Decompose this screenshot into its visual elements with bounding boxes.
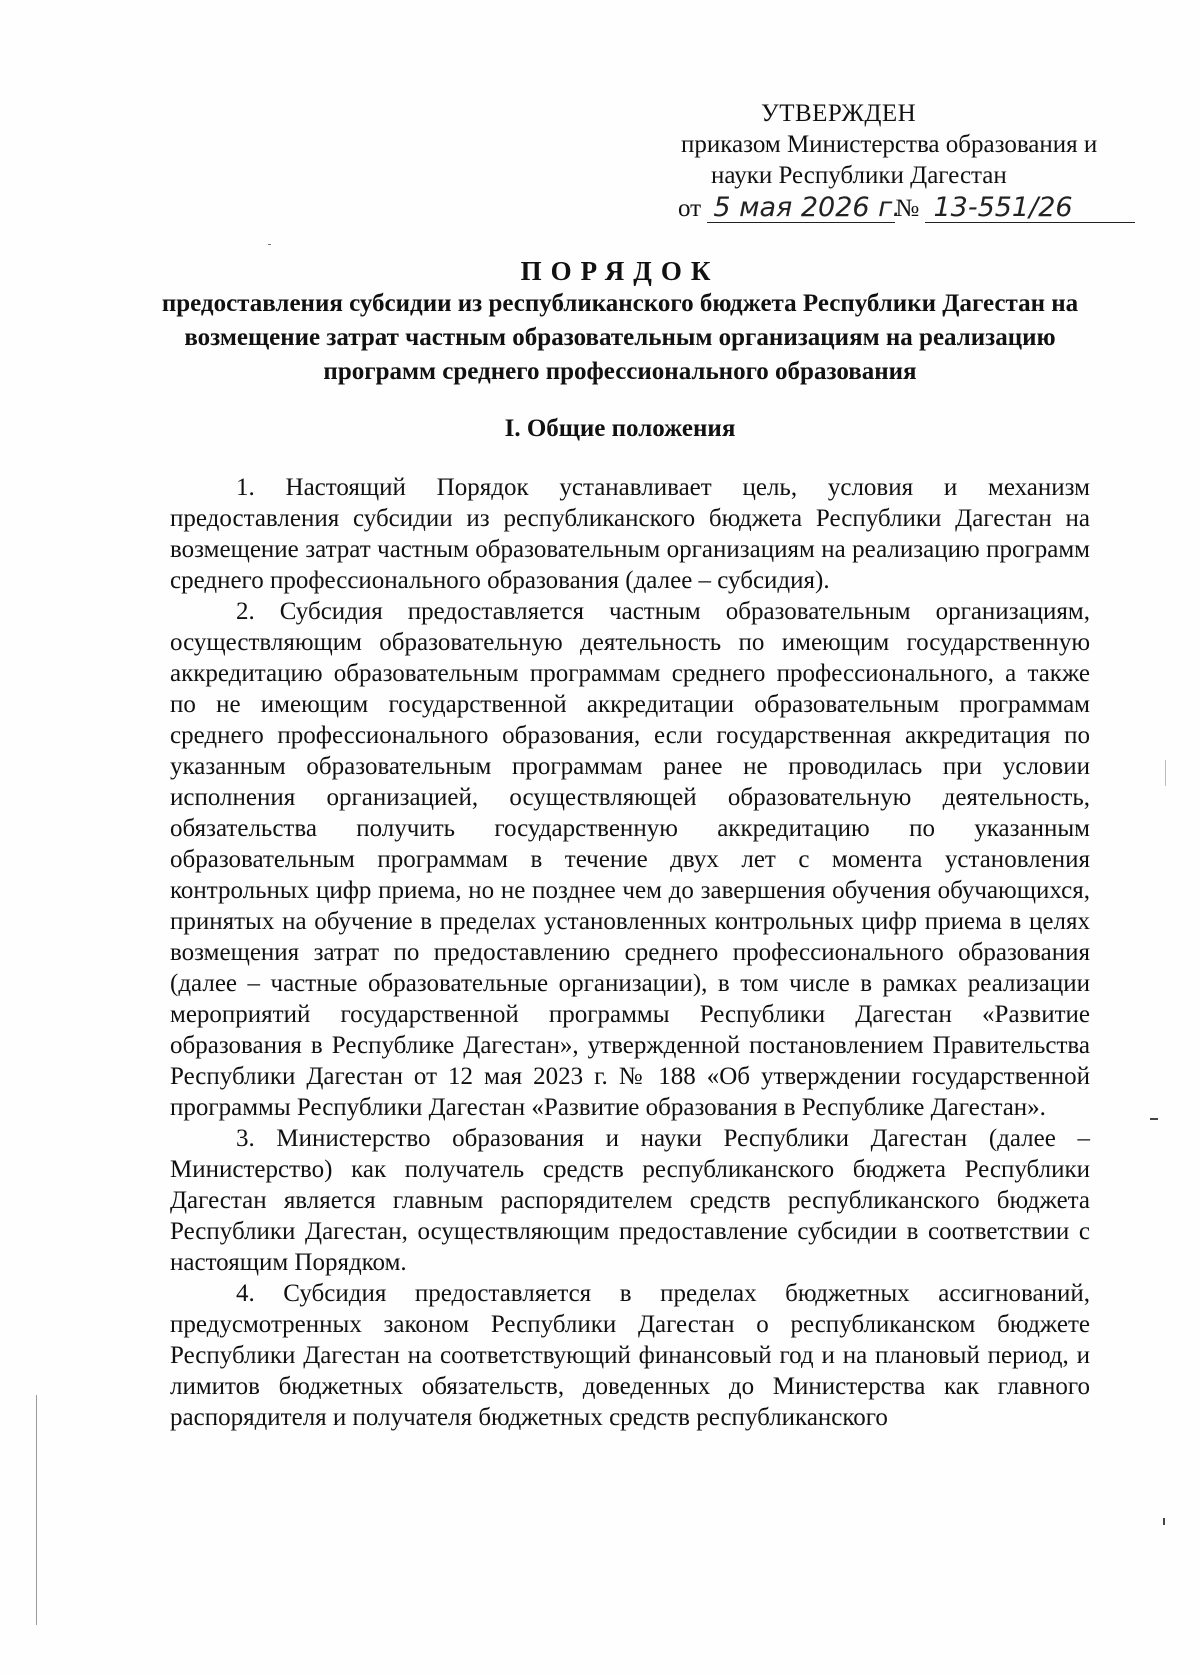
document-subtitle: предоставления субсидии из республиканского бюджета Республики Дагестан на возмещение затрат частным образовательным организациям на реализацию программ среднего профессионального образования: [161, 290, 1079, 385]
paragraph-4: 4. Субсидия предоставляется в пределах бюджетных ассигнований, предусмотренных законом Республики Дагестан о республиканском бюджете Республики Дагестан на соответствующий финансовый год и на плановый период, и лимитов бюджетных обязательств, доведенных до Министерства как главного распорядителя и получателя бюджетных средств республиканского: [170, 1280, 1090, 1431]
scan-artifact-line: [36, 1395, 37, 1625]
approval-line-1: приказом Министерства образования и: [681, 131, 1098, 158]
approval-line-2: науки Республики Дагестан: [711, 162, 1007, 189]
scan-artifact-dot: [1163, 1518, 1165, 1525]
approval-stamp: [615, 98, 1098, 224]
paragraph-2: 2. Субсидия предоставляется частным образовательным организациям, осуществляющим образовательную деятельность по имеющим государственную аккредитацию образовательным программам среднего профессионального, а также по не имеющим государственной аккредитации образовательным программам среднего профессионального образования, если государственная аккредитация по указанным образовательным программам ранее не проводилась при условии исполнения организацией, осуществляющей образовательную деятельность, обязательства получить государственную аккредитацию по указанным образовательным программам в течение двух лет с момента установления контрольных цифр приема, но не позднее чем до завершения обучения обучающихся, принятых на обучение в пределах установленных контрольных цифр приема в целях возмещения затрат по предоставлению среднего профессионального образования (далее – частные образовательные организации), в том числе в рамках реализации мероприятий государственной программы Республики Дагестан «Развитие образования в Республике Дагестан», утвержденной постановлением Правительства Республики Дагестан от 12 мая 2023 г. № 188 «Об утверждении государственной программы Республики Дагестан «Развитие образования в Республике Дагестан».: [170, 598, 1090, 1121]
date-prefix: от: [678, 195, 702, 222]
document-body: [170, 472, 1090, 1433]
number-label: №: [895, 195, 920, 222]
paragraph-1: 1. Настоящий Порядок устанавливает цель, условия и механизм предоставления субсидии из республиканского бюджета Республики Дагестан на возмещение затрат частным образовательным организациям на реализацию программ среднего профессионального образования (далее – субсидия).: [170, 474, 1090, 594]
section-heading: I. Общие положения: [504, 415, 736, 442]
handwritten-date: 5 мая 2026 г.: [707, 194, 895, 223]
paragraph-3: 3. Министерство образования и науки Республики Дагестан (далее – Министерство) как получатель средств республиканского бюджета Республики Дагестан является главным распорядителем средств республиканского бюджета Республики Дагестан, осуществляющим предоставление субсидии в соответствии с настоящим Порядком.: [170, 1125, 1090, 1276]
scan-artifact-line: [1165, 760, 1166, 786]
scan-artifact-dot: [268, 244, 271, 245]
scan-artifact-dot: [1150, 1118, 1158, 1120]
approval-title: УТВЕРЖДЕН: [761, 100, 917, 127]
approval-date-line: [615, 191, 1085, 224]
handwritten-number: 13-551/26: [925, 194, 1135, 223]
document-title: ПОРЯДОК: [520, 256, 720, 286]
